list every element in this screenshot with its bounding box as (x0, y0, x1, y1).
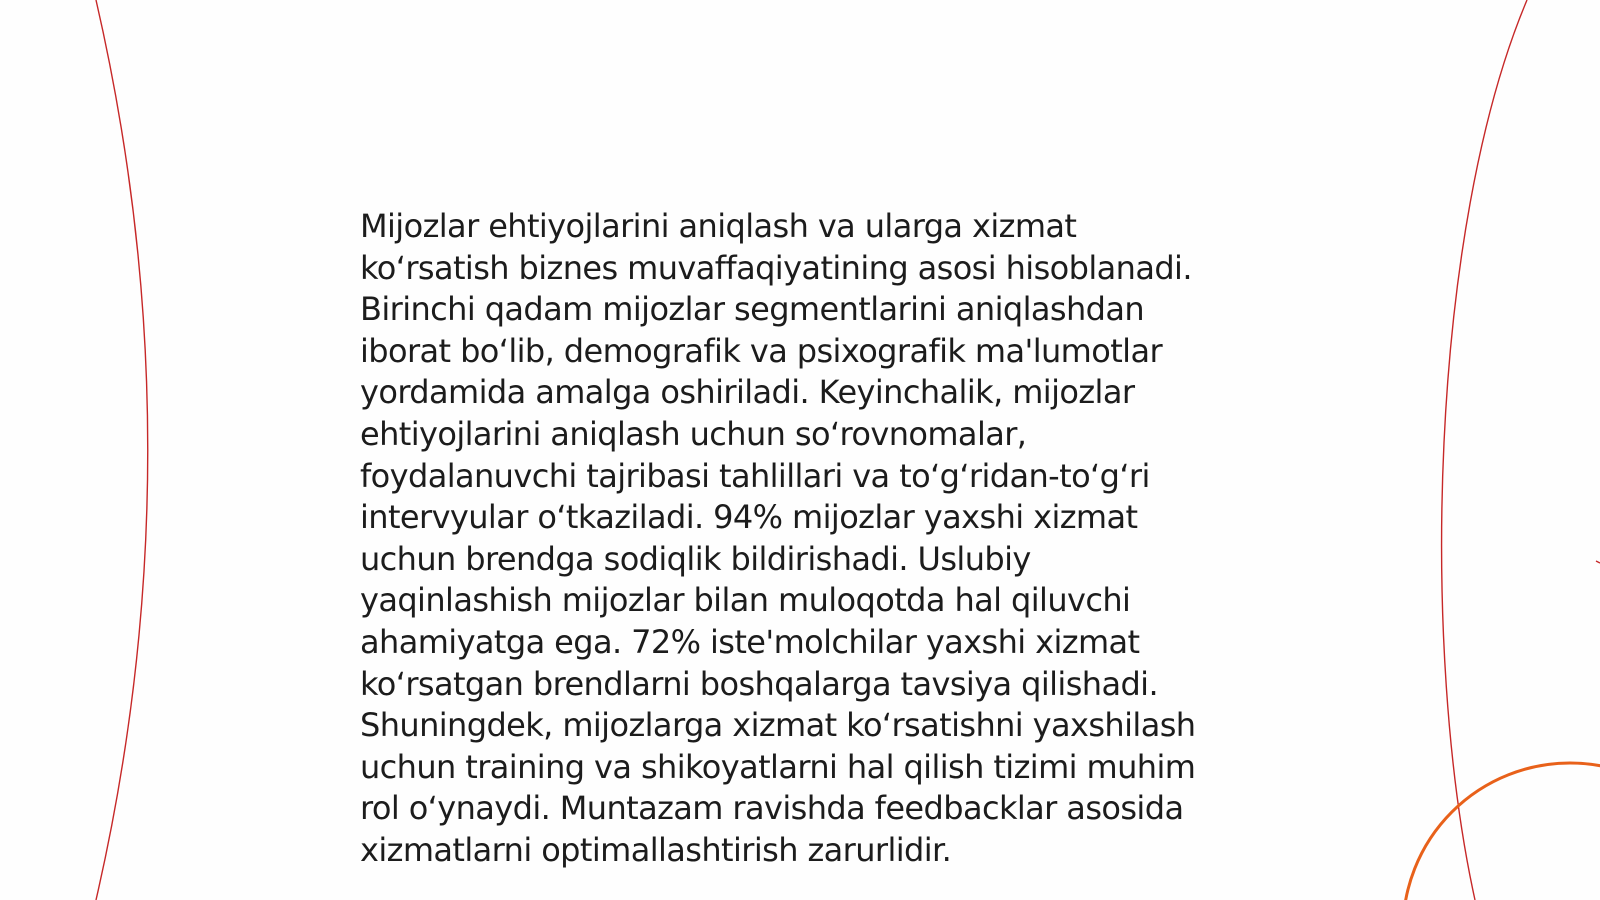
left-curve-line (96, 0, 148, 900)
paragraph-line-3: Birinchi qadam mijozlar segmentlarini aniqlashdan (360, 290, 1145, 329)
paragraph-line-14: uchun training va shikoyatlarni hal qilish tizimi muhim (360, 747, 1196, 786)
orange-accent-arc (1403, 763, 1600, 900)
paragraph-line-11: ahamiyatga ega. 72% iste'molchilar yaxshi xizmat (360, 622, 1140, 661)
paragraph-line-2: ko‘rsatish biznes muvaffaqiyatining asosi hisoblanadi. (360, 248, 1192, 287)
small-tick-mark (1596, 561, 1600, 563)
paragraph-line-9: uchun brendga sodiqlik bildirishadi. Uslubiy (360, 539, 1031, 578)
paragraph-line-16: xizmatlarni optimallashtirish zarurlidir. (360, 830, 952, 869)
paragraph-line-5: yordamida amalga oshiriladi. Keyinchalik, mijozlar (360, 373, 1135, 412)
body-paragraph (360, 206, 1260, 872)
right-curve-line (1442, 0, 1527, 900)
paragraph-line-7: foydalanuvchi tajribasi tahlillari va to‘g‘ridan-to‘g‘ri (360, 456, 1150, 495)
paragraph-line-13: Shuningdek, mijozlarga xizmat ko‘rsatishni yaxshilash (360, 706, 1196, 745)
paragraph-line-15: rol o‘ynaydi. Muntazam ravishda feedbacklar asosida (360, 789, 1184, 828)
paragraph-line-4: iborat bo‘lib, demografik va psixografik ma'lumotlar (360, 331, 1163, 370)
paragraph-line-1: Mijozlar ehtiyojlarini aniqlash va ularga xizmat (360, 207, 1077, 245)
paragraph-line-12: ko‘rsatgan brendlarni boshqalarga tavsiya qilishadi. (360, 664, 1159, 703)
paragraph-line-8: intervyular o‘tkaziladi. 94% mijozlar yaxshi xizmat (360, 498, 1138, 537)
paragraph-line-6: ehtiyojlarini aniqlash uchun so‘rovnomalar, (360, 414, 1027, 453)
paragraph-line-10: yaqinlashish mijozlar bilan muloqotda hal qiluvchi (360, 581, 1131, 620)
